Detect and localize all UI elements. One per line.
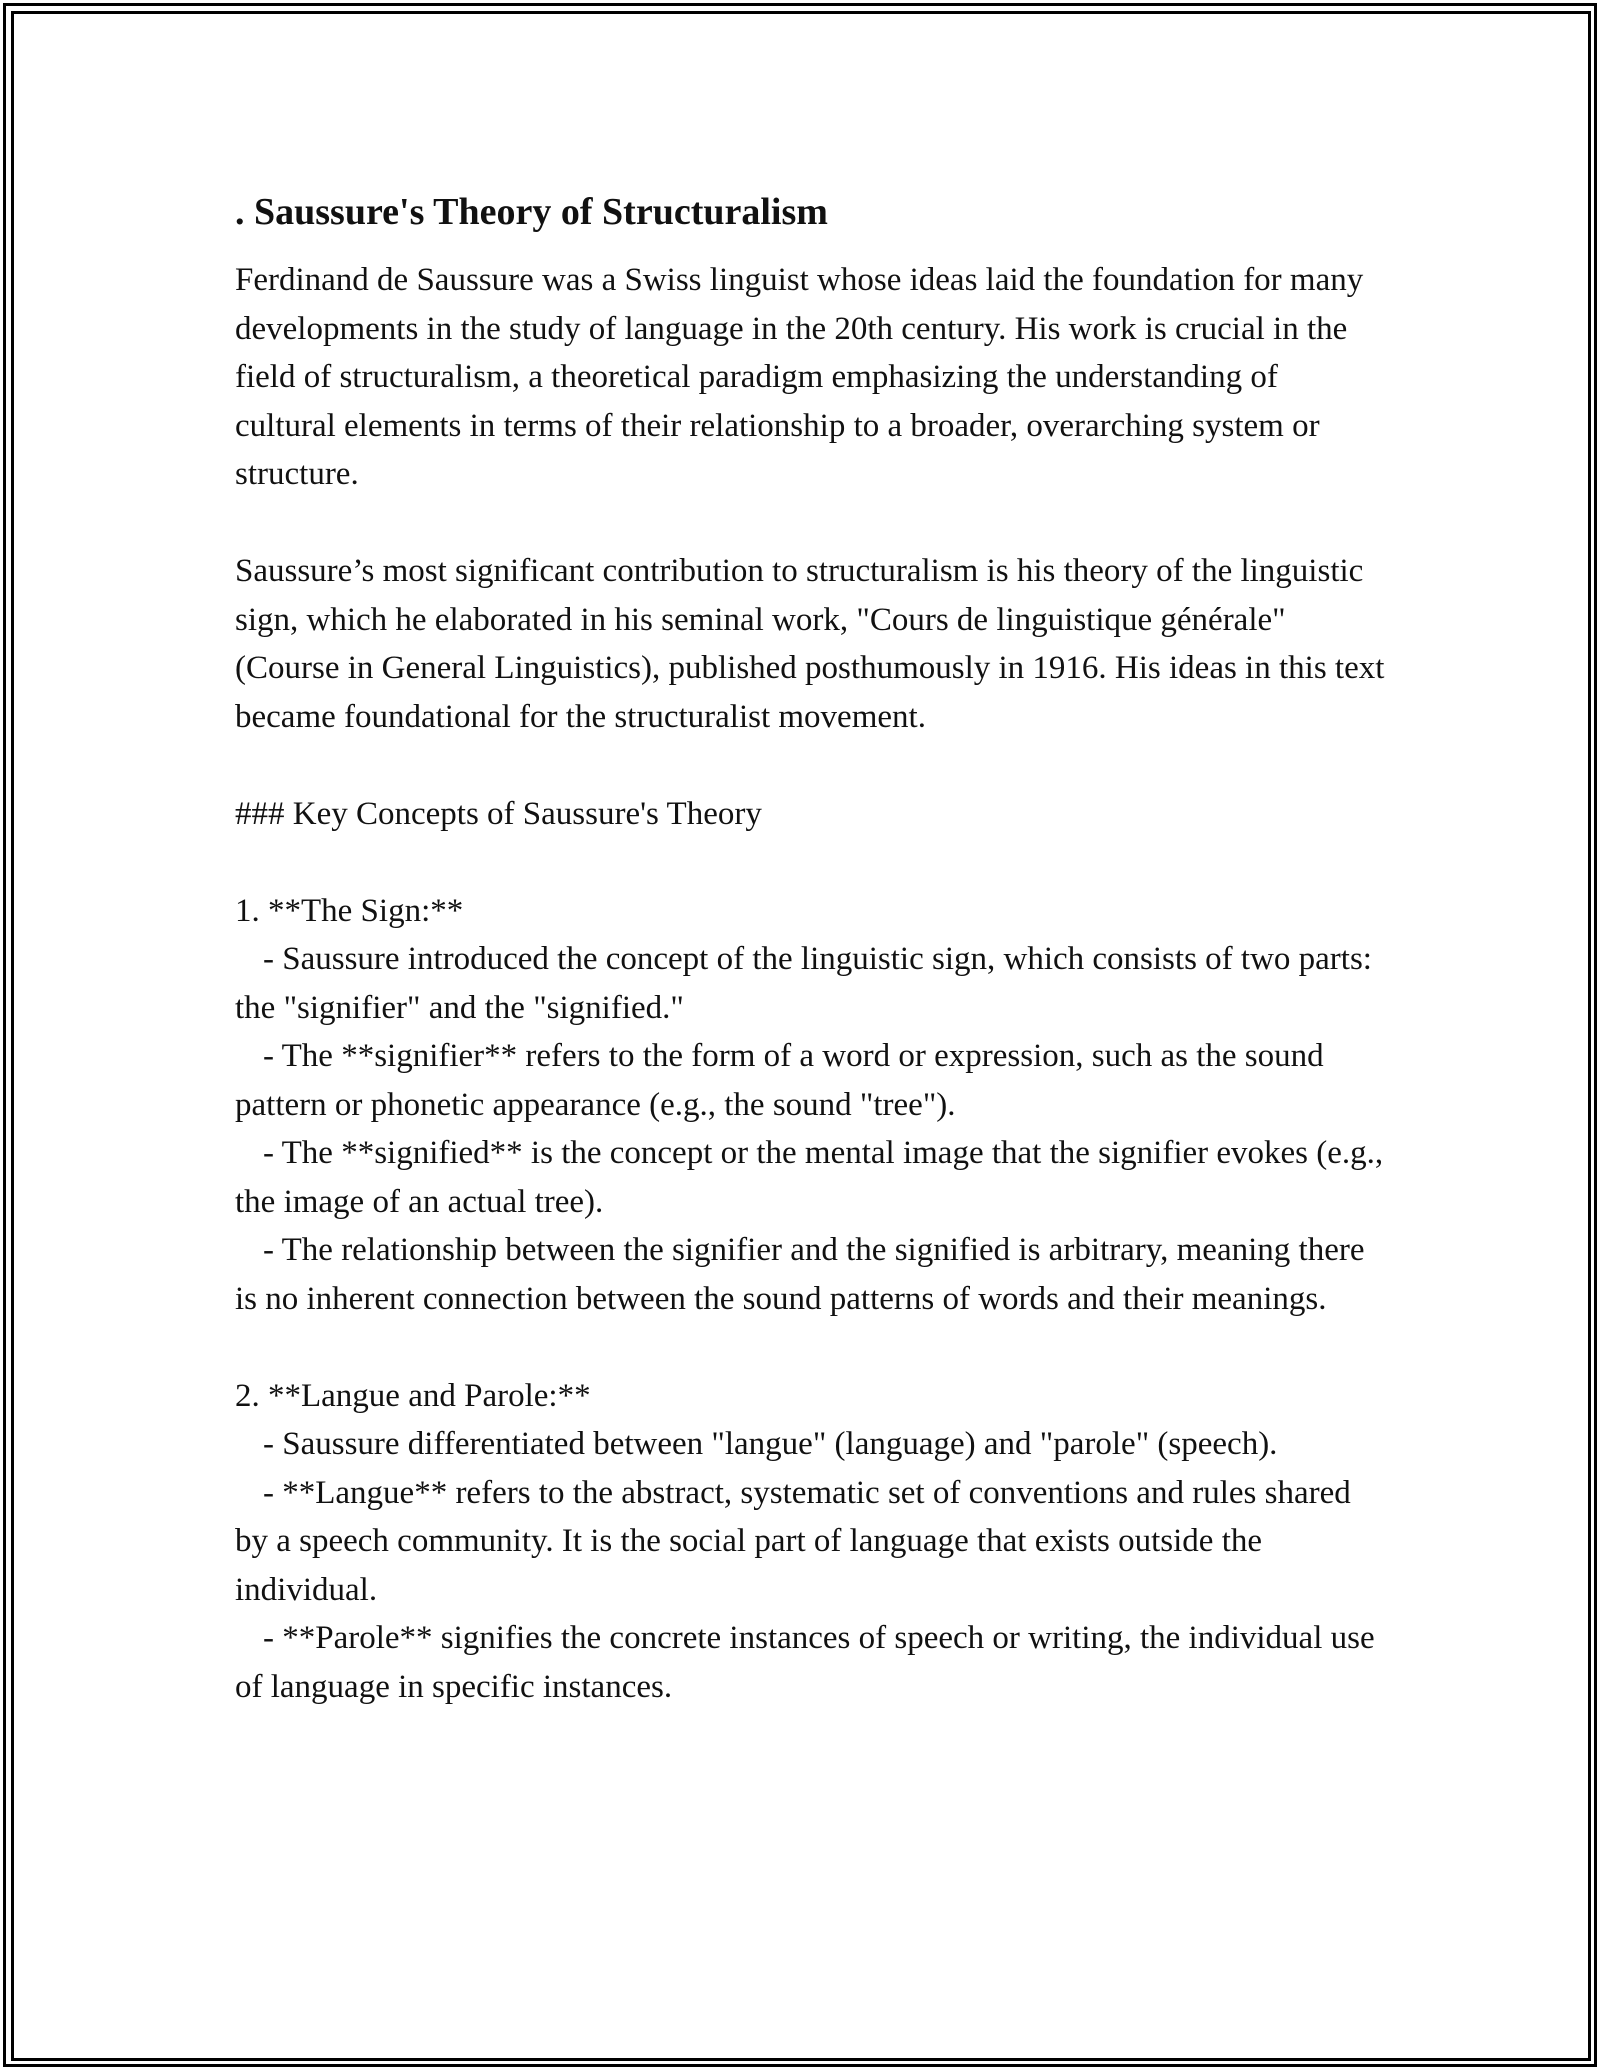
concept-heading: 2. **Langue and Parole:** — [235, 1377, 591, 1414]
concept-item-sign — [235, 887, 1392, 1324]
concept-heading: 1. **The Sign:** — [235, 892, 464, 929]
concept-bullet: - The relationship between the signifier and the signified is arbitrary, meaning there is no inherent connection between the sound patterns of words and their meanings. — [235, 1232, 1373, 1317]
concept-bullet: - Saussure differentiated between "langue" (language) and "parole" (speech). — [263, 1426, 1278, 1462]
concept-item-langue-parole — [235, 1372, 1385, 1712]
concept-bullet: - **Parole** signifies the concrete instances of speech or writing, the individual use of language in specific instances. — [235, 1620, 1383, 1705]
intro-paragraph-1: Ferdinand de Saussure was a Swiss linguist whose ideas laid the foundation for many developments in the study of language in the 20th century. His work is crucial in the field of structuralism, a theoretical paradigm emphasizing the understanding of cultural elements in terms of their relationship to a broader, overarching system or structure. — [235, 262, 1372, 492]
document-page — [235, 186, 1393, 1711]
concept-bullet: - The **signified** is the concept or the mental image that the signifier evokes (e.g., the image of an actual tree). — [235, 1135, 1392, 1220]
concept-bullet: - **Langue** refers to the abstract, systematic set of conventions and rules shared by a speech community. It is the social part of language that exists outside the individual. — [235, 1474, 1359, 1608]
section-heading: ### Key Concepts of Saussure's Theory — [235, 795, 762, 832]
intro-paragraph-2: Saussure’s most significant contribution to structuralism is his theory of the linguistic sign, which he elaborated in his seminal work, "Cours de linguistique générale" (Course in General Linguistics), published posthumously in 1916. His ideas in this text became foundational for the structuralist movement. — [235, 553, 1393, 735]
document-title: . Saussure's Theory of Structuralism — [235, 191, 828, 233]
concept-bullet: - Saussure introduced the concept of the linguistic sign, which consists of two parts: the "signifier" and the "signified." — [235, 941, 1381, 1026]
concept-bullet: - The **signifier** refers to the form of a word or expression, such as the sound pattern or phonetic appearance (e.g., the sound "tree"). — [235, 1038, 1332, 1123]
